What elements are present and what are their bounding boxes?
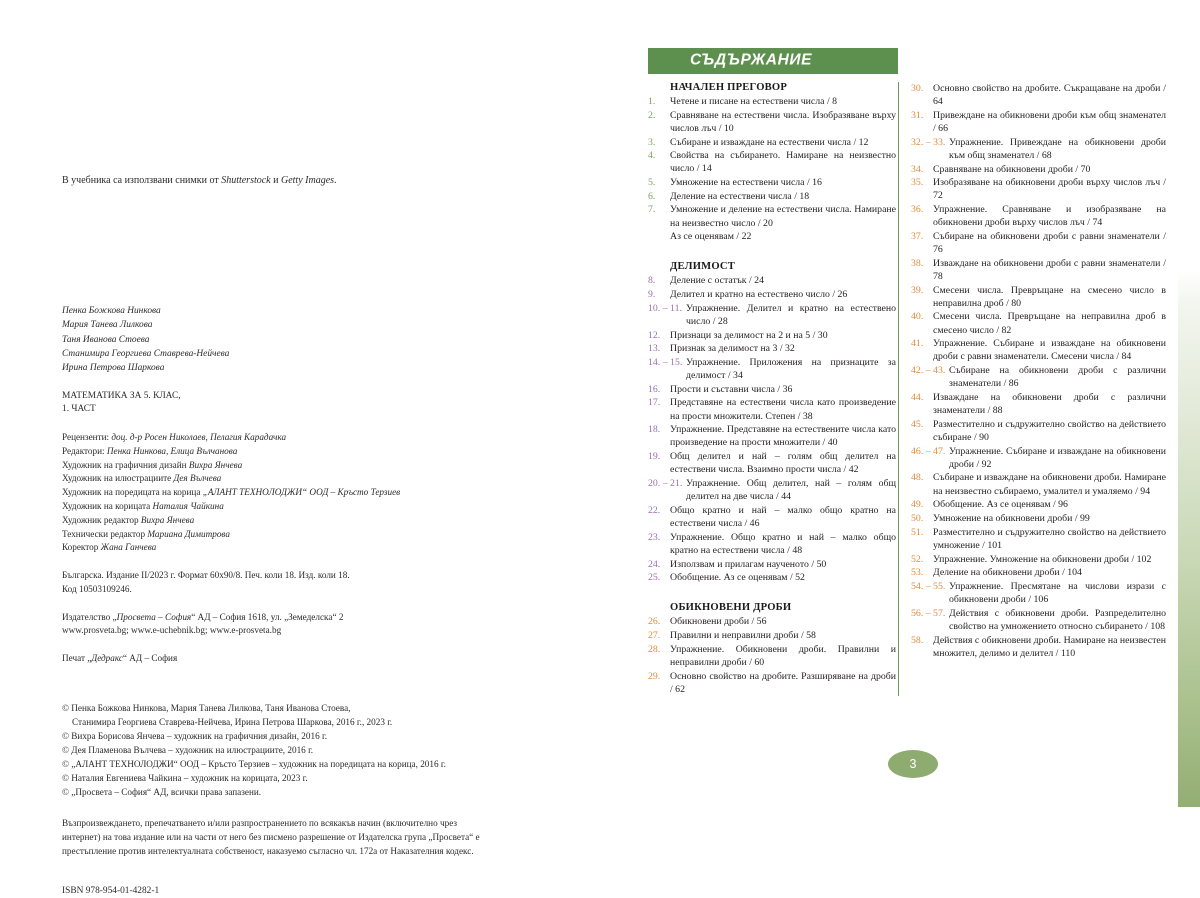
photo-credit-join: и: [270, 175, 281, 186]
credit-value: „АЛАНТ ТЕХНОЛОДЖИ“ ООД – Кръсто Терзиев: [202, 487, 401, 498]
toc-entry-title: Събиране и изваждане на естествени числа / 12: [670, 136, 869, 148]
credit-row: [62, 500, 482, 514]
toc-entry-title: Делител и кратно на естествено число / 26: [670, 289, 848, 301]
toc-entry-title: Упражнение. Събиране и изваждане на обикновени дроби с равни знаменатели. Смесени числа / 84: [933, 338, 1166, 363]
toc-entry-number: 48.: [911, 472, 924, 484]
toc-entry[interactable]: [648, 230, 896, 243]
toc-entry-number: 40.: [911, 311, 924, 323]
toc-section-group: [648, 95, 896, 243]
edition-code: Код 10503109246.: [62, 583, 132, 594]
photo-credit-prefix: В учебника са използвани снимки от: [62, 175, 222, 186]
toc-entry-number: 9.: [648, 289, 656, 301]
toc-entry-number: 54. – 55.: [911, 580, 946, 592]
table-of-contents-page: [648, 0, 1166, 807]
toc-entry-title: Основно свойство на дробите. Разширяване на дроби / 62: [670, 670, 897, 695]
photo-credit-source-getty: Getty Images: [280, 175, 335, 186]
toc-entry[interactable]: [648, 176, 896, 189]
toc-entry-title: Действия с обикновени дроби. Разпределително свойство на умножението относно събирането / 108: [949, 607, 1166, 632]
imprint-block: [62, 174, 482, 898]
toc-entry-title: Свойства на събирането. Намиране на неизвестно число / 14: [670, 150, 897, 175]
right-edge-gradient-strip: [1178, 270, 1200, 807]
author-list: [62, 304, 482, 375]
toc-banner: [648, 48, 898, 74]
production-credits: [62, 431, 482, 555]
toc-entry[interactable]: [911, 284, 1166, 310]
toc-entry-number: 14. – 15.: [648, 356, 683, 368]
toc-entry[interactable]: [648, 558, 896, 571]
book-title-line-1: МАТЕМАТИКА ЗА 5. КЛАС,: [62, 390, 181, 401]
credit-value: доц. д-р Росен Николаев, Пелагия Карадачка: [111, 431, 287, 442]
toc-entry-title: Упражнение. Пресмятане на числови изрази с обикновени дроби / 106: [949, 580, 1166, 606]
credit-value: Вихра Янчева: [140, 514, 195, 525]
toc-entry[interactable]: [648, 571, 896, 584]
toc-entry-number: 19.: [648, 451, 661, 463]
author-name: Станимира Георгиева Ставрева-Нейчева: [62, 349, 230, 360]
toc-entry-title: Обикновени дроби / 56: [670, 616, 767, 628]
toc-entry-number: 50.: [911, 513, 924, 524]
toc-entry[interactable]: [648, 203, 896, 229]
credit-role: Художник на графичния дизайн: [62, 459, 187, 470]
toc-entry[interactable]: [648, 423, 896, 449]
publisher-line: [62, 611, 482, 625]
toc-entry[interactable]: [911, 634, 1166, 660]
toc-entry-title: Събиране на обикновени дроби с равни знаменатели / 76: [933, 230, 1166, 256]
toc-entry-number: 56. – 57.: [911, 607, 946, 619]
toc-columns: [648, 82, 1166, 696]
toc-entry[interactable]: [648, 643, 896, 669]
toc-entry-number: 44.: [911, 391, 924, 403]
edition-line: Българска. Издание II/2023 г. Формат 60х90/8. Печ. коли 18. Изд. коли 18.: [62, 570, 350, 581]
toc-entry[interactable]: [648, 670, 896, 696]
legal-notice: Възпроизвеждането, препечатването и/или разпространението по всякакъв начин (включително чрез интернет) на това издание или на части от него без писмено разрешение от Издателска група „Просвета“ е престъпление против интелектуалната собственост, наказуемо съгласно чл. 172а от Наказателния кодекс.: [62, 817, 480, 857]
toc-entry[interactable]: [911, 337, 1166, 363]
toc-entry-title: Упражнение. Сравняване и изобразяване на обикновени дроби върху числов лъч / 74: [933, 204, 1166, 229]
toc-section-group: [911, 82, 1166, 660]
toc-entry-number: 28.: [648, 643, 661, 655]
toc-entry-title: Смесени числа. Превръщане на смесено число в неправилна дроб / 80: [933, 284, 1166, 309]
toc-section-heading: ДЕЛИМОСТ: [670, 261, 736, 273]
toc-entry-number: 51.: [911, 526, 924, 538]
toc-entry-title: Упражнение. Делител и кратно на естествено число / 28: [686, 302, 897, 327]
toc-entry-number: 4.: [648, 150, 656, 162]
toc-entry-number: 37.: [911, 230, 924, 242]
author-name: Мария Танева Лилкова: [62, 320, 153, 331]
toc-entry-title: Привеждане на обикновени дроби към общ знаменател / 66: [933, 109, 1166, 135]
toc-entry-number: 41.: [911, 338, 924, 350]
photo-credit-end: .: [334, 175, 337, 186]
credit-row: [62, 445, 482, 459]
toc-entry-title: Четене и писане на естествени числа / 8: [670, 96, 838, 107]
copyright-entry: [62, 702, 482, 730]
photo-credit-line: [62, 174, 482, 188]
toc-entry-number: 16.: [648, 383, 661, 395]
printer-suffix: “ АД – София: [122, 653, 178, 664]
toc-entry-title: Обобщение. Аз се оценявам / 96: [933, 499, 1068, 511]
toc-entry-title: Умножение на обикновени дроби / 99: [933, 513, 1090, 524]
toc-entry-number: 34.: [911, 163, 924, 175]
author-name: Ирина Петрова Шаркова: [62, 363, 165, 374]
toc-entry-title: Упражнение. Умножение на обикновени дроби / 102: [933, 553, 1152, 565]
toc-entry-number: 30.: [911, 83, 924, 94]
printer-info: [62, 652, 482, 666]
toc-entry-title: Умножение на естествени числа / 16: [670, 177, 822, 189]
book-title: [62, 390, 482, 417]
toc-entry[interactable]: [648, 274, 896, 287]
toc-entry-title: Събиране и изваждане на обикновени дроби. Намиране на неизвестно събираемо, умалител и умаляемо / 94: [933, 472, 1166, 497]
toc-entry-title: Изобразяване на обикновени дроби върху числов лъч / 72: [933, 177, 1166, 202]
toc-entry-title: Сравняване на обикновени дроби / 70: [933, 163, 1091, 175]
toc-entry-title: Признак за делимост на 3 / 32: [670, 343, 795, 355]
toc-entry-number: 36.: [911, 204, 924, 216]
toc-entry[interactable]: [911, 163, 1166, 176]
toc-entry[interactable]: [911, 580, 1166, 606]
credit-value: Наталия Чайкина: [152, 500, 224, 511]
toc-entry-number: 45.: [911, 418, 924, 430]
toc-entry-number: 29.: [648, 670, 661, 682]
toc-entry[interactable]: [911, 82, 1166, 108]
toc-column-left: [648, 82, 896, 696]
toc-entry-number: 8.: [648, 275, 656, 287]
credit-row: [62, 528, 482, 542]
toc-entry[interactable]: [911, 109, 1166, 135]
toc-entry[interactable]: [911, 471, 1166, 497]
toc-entry-title: Упражнение. Представяне на естествените числа като произведение на прости множители / 40: [670, 424, 897, 449]
toc-entry-number: 12.: [648, 329, 661, 341]
author-name: Пенка Божкова Нинкова: [62, 306, 161, 317]
toc-entry-number: 24.: [648, 558, 661, 570]
credit-value: Мариана Димитрова: [147, 528, 230, 539]
toc-banner-title: СЪДЪРЖАНИЕ: [690, 51, 813, 69]
credit-value: Вихра Янчева: [188, 459, 243, 470]
toc-entry-number: 35.: [911, 177, 924, 189]
toc-entry[interactable]: [911, 136, 1166, 162]
toc-entry[interactable]: [911, 418, 1166, 444]
toc-entry-number: 17.: [648, 397, 661, 409]
toc-entry-number: 2.: [648, 109, 656, 121]
toc-entry[interactable]: [648, 329, 896, 342]
printer-name: Дедракс: [91, 653, 123, 664]
toc-entry-number: 39.: [911, 284, 924, 296]
toc-entry-title: Обобщение. Аз се оценявам / 52: [670, 572, 805, 584]
credit-role: Художник на корицата: [62, 500, 151, 511]
toc-entry[interactable]: [648, 396, 896, 422]
toc-entry[interactable]: [911, 498, 1166, 511]
toc-entry[interactable]: [911, 391, 1166, 417]
toc-entry-title: Разместително и съдружително свойство на действието събиране / 90: [933, 418, 1166, 443]
toc-entry-number: 1.: [648, 96, 656, 107]
toc-entry-number: 25.: [648, 572, 661, 584]
toc-entry[interactable]: [648, 302, 896, 328]
toc-entry-title: Действия с обикновени дроби. Намиране на неизвестен множител, делимо и делител / 110: [933, 634, 1166, 659]
credit-role: Художник редактор: [62, 514, 139, 525]
toc-entry-number: 46. – 47.: [911, 445, 946, 457]
toc-entry-title: Правилни и неправилни дроби / 58: [670, 630, 816, 642]
photo-credit-source-shutterstock: Shutterstock: [221, 175, 271, 186]
toc-column-right: [898, 82, 1166, 696]
toc-entry[interactable]: [911, 203, 1166, 229]
toc-entry[interactable]: [911, 526, 1166, 552]
toc-entry-number: 53.: [911, 567, 924, 579]
isbn: ISBN 978-954-01-4282-1: [62, 885, 160, 896]
toc-entry[interactable]: [911, 566, 1166, 579]
credit-value: Пенка Нинкова, Елица Вълчанова: [106, 445, 238, 456]
toc-entry-number: 18.: [648, 424, 661, 436]
toc-entry-title: Признаци за делимост на 2 и на 5 / 30: [670, 329, 828, 341]
toc-entry-title: Общо кратно и най – малко общо кратно на естествени числа / 46: [670, 504, 897, 529]
credit-row: [62, 486, 482, 500]
toc-entry-number: 52.: [911, 553, 924, 565]
toc-entry-title: Смесени числа. Превръщане на неправилна дроб в смесено число / 82: [933, 311, 1166, 336]
toc-entry-number: 26.: [648, 616, 661, 628]
toc-entry[interactable]: [911, 230, 1166, 256]
toc-section-group: [648, 274, 896, 584]
toc-entry-title: Упражнение. Приложения на признаците за делимост / 34: [686, 356, 897, 382]
toc-entry[interactable]: [648, 149, 896, 175]
toc-entry-title: Общ делител и най – голям общ делител на естествени числа. Взаимно прости числа / 42: [670, 451, 897, 476]
toc-entry-title: Разместително и съдружително свойство на действието умножение / 101: [933, 526, 1166, 551]
toc-entry-title: Упражнение. Общо кратно и най – малко общо кратно на естествени числа / 48: [670, 531, 897, 556]
toc-entry-title: Изваждане на обикновени дроби с равни знаменатели / 78: [933, 257, 1166, 282]
toc-entry-title: Умножение и деление на естествени числа. Намиране на неизвестно число / 20: [670, 204, 897, 229]
toc-entry-title: Изваждане на обикновени дроби с различни знаменатели / 88: [933, 391, 1166, 417]
toc-entry[interactable]: [648, 190, 896, 203]
toc-entry-number: 31.: [911, 109, 924, 121]
publisher-name: Просвета – София: [116, 611, 192, 622]
toc-entry[interactable]: [911, 257, 1166, 283]
toc-entry-number: 49.: [911, 499, 924, 511]
toc-entry[interactable]: [911, 607, 1166, 633]
publisher-websites: www.prosveta.bg; www.e-uchebnik.bg; www.e-prosveta.bg: [62, 625, 282, 636]
credit-value: Жана Ганчева: [100, 542, 157, 553]
toc-entry-title: Упражнение. Привеждане на обикновени дроби към общ знаменател / 68: [949, 136, 1166, 161]
toc-entry-number: 20. – 21.: [648, 477, 683, 489]
copyright-line: © Пенка Божкова Нинкова, Мария Танева Лилкова, Таня Иванова Стоева,: [62, 703, 351, 714]
page-number-badge: [888, 750, 938, 778]
credit-role: Рецензенти:: [62, 431, 110, 442]
toc-entry[interactable]: [911, 176, 1166, 202]
toc-entry-title: Представяне на естествени числа като произведение на прости множители. Степен / 38: [670, 397, 897, 422]
page-number: 3: [909, 757, 917, 771]
toc-entry[interactable]: [648, 450, 896, 476]
toc-entry-number: 42. – 43.: [911, 365, 946, 377]
toc-entry[interactable]: [648, 95, 896, 108]
toc-section-heading: НАЧАЛЕН ПРЕГОВОР: [670, 82, 788, 93]
toc-entry[interactable]: [648, 629, 896, 642]
toc-entry-title: Деление на естествени числа / 18: [670, 190, 810, 202]
credit-role: Художник на поредицата на корица: [62, 487, 201, 498]
copyright-entry: © „Просвета – София“ АД, всички права запазени.: [62, 786, 262, 797]
toc-entry-title: Основно свойство на дробите. Съкращаване на дроби / 64: [933, 83, 1166, 108]
toc-entry-title: Деление с остатък / 24: [670, 275, 764, 287]
credit-row: [62, 459, 482, 473]
toc-entry[interactable]: [648, 504, 896, 530]
toc-entry-number: 22.: [648, 504, 661, 516]
copyright-entry: © Вихра Борисова Янчева – художник на графичния дизайн, 2016 г.: [62, 731, 327, 742]
toc-section-heading: ОБИКНОВЕНИ ДРОБИ: [670, 602, 792, 614]
toc-entry[interactable]: [648, 615, 896, 628]
toc-entry[interactable]: [648, 531, 896, 557]
credit-row: [62, 431, 482, 445]
toc-entry-number: 27.: [648, 630, 661, 642]
toc-entry-number: 13.: [648, 343, 661, 355]
toc-entry-number: 23.: [648, 531, 661, 543]
toc-entry[interactable]: [911, 512, 1166, 525]
publisher-suffix: “ АД – София 1618, ул. „Земеделска“ 2: [191, 611, 344, 622]
toc-entry[interactable]: [911, 364, 1166, 390]
toc-entry-title: Сравняване на естествени числа. Изобразяване върху числов лъч / 10: [670, 109, 897, 134]
toc-section-group: [648, 615, 896, 696]
toc-entry-number: 7.: [648, 204, 656, 216]
toc-entry[interactable]: [911, 310, 1166, 336]
toc-entry-title: Аз се оценявам / 22: [670, 231, 752, 243]
toc-entry-title: Използвам и прилагам наученото / 50: [670, 558, 827, 570]
toc-entry[interactable]: [648, 383, 896, 396]
toc-entry-number: 38.: [911, 257, 924, 269]
toc-entry-number: 3.: [648, 136, 656, 148]
toc-entry-number: 10. – 11.: [648, 302, 682, 314]
toc-entry-number: 58.: [911, 634, 924, 646]
toc-entry-number: 6.: [648, 190, 656, 202]
credit-value: Дея Вълчева: [173, 473, 222, 484]
toc-entry[interactable]: [648, 288, 896, 301]
copyright-line-cont: Станимира Георгиева Ставрева-Нейчева, Ирина Петрова Шаркова, 2016 г., 2023 г.: [72, 717, 393, 728]
toc-entry-title: Прости и съставни числа / 36: [670, 383, 793, 395]
toc-entry[interactable]: [648, 356, 896, 382]
toc-entry[interactable]: [648, 136, 896, 149]
toc-entry-title: Упражнение. Събиране и изваждане на обикновени дроби / 92: [949, 445, 1166, 470]
author-name: Таня Иванова Стоева: [62, 334, 150, 345]
toc-entry-number: 32. – 33.: [911, 136, 946, 148]
edition-info: [62, 569, 482, 597]
toc-entry-title: Упражнение. Общ делител, най – голям общ делител на две числа / 44: [686, 477, 897, 503]
toc-entry-number: 5.: [648, 177, 656, 189]
credit-row: [62, 514, 482, 528]
toc-entry[interactable]: [648, 109, 896, 135]
toc-entry[interactable]: [911, 445, 1166, 471]
credit-role: Коректор: [62, 542, 99, 553]
credit-role: Художник на илюстрациите: [62, 473, 172, 484]
copyright-entry: © Наталия Евгениева Чайкина – художник на корицата, 2023 г.: [62, 773, 308, 783]
printer-prefix: Печат „: [62, 653, 92, 664]
toc-entry[interactable]: [648, 342, 896, 355]
publisher-info: [62, 611, 482, 639]
book-title-line-2: 1. ЧАСТ: [62, 404, 96, 415]
copyright-block: [62, 702, 482, 800]
copyright-entry: © Дея Пламенова Вълчева – художник на илюстрациите, 2016 г.: [62, 745, 314, 756]
publisher-prefix: Издателство „: [62, 611, 117, 622]
toc-entry-title: Деление на обикновени дроби / 104: [933, 567, 1082, 579]
toc-entry-title: Събиране на обикновени дроби с различни знаменатели / 86: [949, 365, 1166, 390]
credit-role: Редактори:: [62, 445, 105, 456]
toc-entry[interactable]: [648, 477, 896, 503]
credit-row: [62, 541, 482, 555]
credit-row: [62, 472, 482, 486]
credit-role: Технически редактор: [62, 528, 146, 539]
toc-entry[interactable]: [911, 553, 1166, 566]
toc-entry-title: Упражнение. Обикновени дроби. Правилни и неправилни дроби / 60: [670, 643, 897, 668]
copyright-entry: © „АЛАНТ ТЕХНОЛОДЖИ“ ООД – Кръсто Терзиев – художник на поредицата на корица, 2016 г.: [62, 759, 446, 770]
